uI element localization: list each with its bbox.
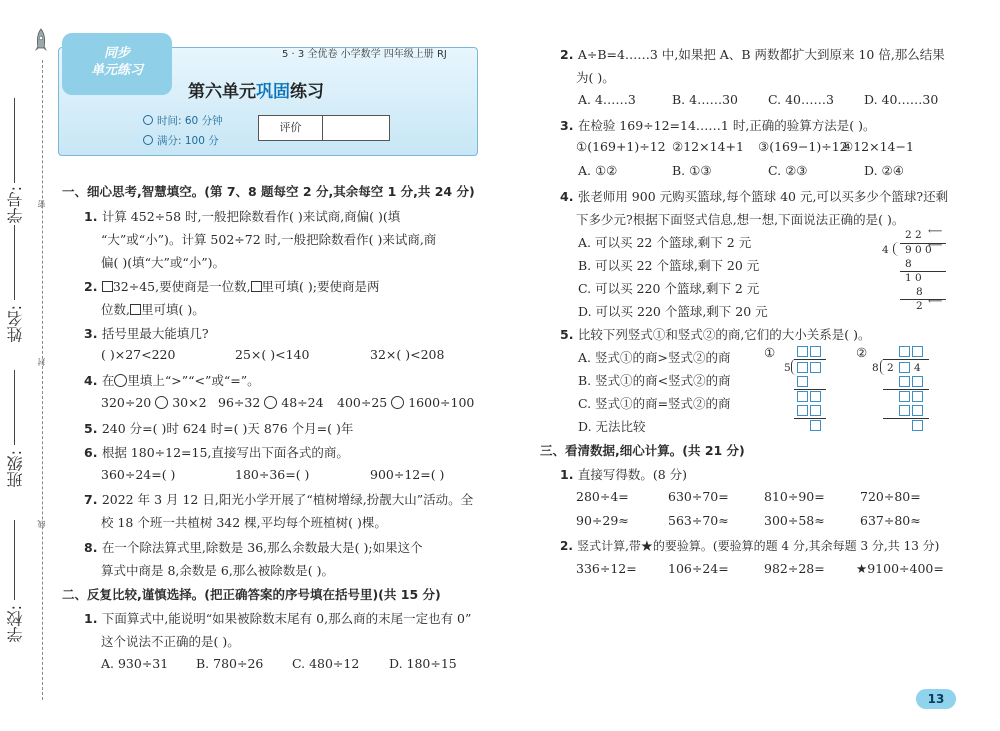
choice-1-option-c: C. 480÷12 (292, 656, 360, 671)
question-2-line-2: 位数, 里可填( )。 (101, 302, 205, 317)
calc-1-r1-2: 630÷70= (668, 489, 729, 504)
school-label: 学校: (6, 605, 25, 643)
choice-3-option-a: A. ①② (578, 163, 618, 178)
figure-1-divisor: 5 (784, 362, 791, 374)
question-4: 4. 在 里填上“>”“<”或“=”。 (84, 373, 260, 388)
calc-1-r2-1: 90÷29≈ (576, 513, 629, 528)
choice-1: 1. 下面算式中,能说明“如果被除数末尾有 0,那么商的末尾一定也有 0” (84, 611, 472, 626)
choice-5-option-d: D. 无法比较 (578, 419, 646, 434)
seal-mark-xian: 线 (37, 520, 46, 528)
quotient-digits: 2 2 (905, 229, 922, 241)
choice-4-option-c: C. 可以买 220 个篮球,剩下 2 元 (578, 281, 760, 296)
page-title: 第六单元巩固练习 (188, 82, 324, 102)
seal-mark-mi: 密 (37, 200, 46, 208)
calc-1: 1. 直接写得数。(8 分) (560, 467, 687, 482)
figure-2-divisor: 8 (872, 362, 879, 374)
choice-3-option-d: D. ②④ (864, 163, 904, 178)
calc-1-r1-4: 720÷80= (860, 489, 921, 504)
blank-square-icon (130, 304, 141, 315)
choice-2-option-b: B. 4……30 (672, 92, 738, 107)
time-info: 时间: 60 分钟 (143, 113, 223, 128)
question-5: 5. 240 分=( )时 624 时=( )天 876 个月=( )年 (84, 421, 354, 436)
choice-3-option-c: C. ②③ (768, 163, 808, 178)
calc-1-r1-1: 280÷4= (576, 489, 629, 504)
q6-item-3: 900÷12=( ) (370, 467, 445, 482)
class-line[interactable] (14, 370, 15, 445)
question-8: 8. 在一个除法算式里,除数是 36,那么余数最大是( );如果这个 (84, 540, 423, 555)
q3-item-1: ( )×27<220 (101, 347, 176, 362)
calc-2-item-2: 106÷24= (668, 561, 729, 576)
choice-2-option-c: C. 40……3 (768, 92, 834, 107)
score-info: 满分: 100 分 (143, 133, 219, 148)
q3-item-2: 25×( )<140 (235, 347, 310, 362)
choice-5-option-c: C. 竖式①的商=竖式②的商 (578, 396, 731, 411)
compare-circle[interactable] (391, 396, 404, 409)
section-2-heading: 二、反复比较,谨慎选择。(把正确答案的序号填在括号里)(共 15 分) (62, 587, 441, 602)
q3-item-3: 32×( )<208 (370, 347, 445, 362)
q4-item-2: 96÷32 48÷24 (218, 395, 324, 410)
c3-item-2: ②12×14+1 (672, 139, 744, 154)
section-3-heading: 三、看清数据,细心计算。(共 21 分) (540, 443, 745, 458)
question-3: 3. 括号里最大能填几? (84, 326, 209, 341)
figure-1-mark: ① (764, 345, 776, 360)
book-info: 5 · 3 全优卷 小学数学 四年级上册 RJ (282, 49, 447, 60)
figure-2-dividend-digit-3: 4 (914, 362, 921, 374)
choice-4-line-2: 下多少元?根据下面竖式信息,想一想,下面说法正确的是( )。 (576, 212, 905, 227)
student-number-label: 学号: (6, 186, 25, 224)
c3-item-3: ③(169−1)÷12 (758, 139, 848, 154)
arrow-left-icon: ⟵ (928, 226, 943, 237)
sub-row-1: 8 (905, 258, 912, 270)
choice-2-line-2: 为( )。 (576, 70, 615, 85)
calc-2: 2. 竖式计算,带★的要验算。(要验算的题 4 分,其余每题 3 分,共 13 分) (560, 539, 940, 553)
student-name-label: 姓名: (6, 305, 25, 343)
divisor-digit: 4 (882, 244, 889, 256)
sub-row-3: 8 (916, 286, 923, 298)
blank-square-icon (102, 281, 113, 292)
badge-line-1: 同步 (103, 46, 130, 61)
choice-5-option-a: A. 竖式①的商>竖式②的商 (578, 350, 731, 365)
arrow-left-icon: ⟵ (928, 296, 943, 307)
choice-4-option-d: D. 可以买 220 个篮球,剩下 20 元 (578, 304, 768, 319)
remainder-digit: 2 (916, 300, 923, 312)
q6-item-2: 180÷36=( ) (235, 467, 310, 482)
rocket-icon (34, 28, 48, 56)
blank-circle-icon (114, 374, 127, 387)
question-1-line-3: 偏( )(填“大”或“小”)。 (101, 255, 226, 270)
question-7-line-2: 校 18 个班一共植树 342 棵,平均每个班植树( )棵。 (101, 515, 387, 530)
choice-1-option-b: B. 780÷26 (196, 656, 264, 671)
c3-item-4: ④12×14−1 (842, 139, 914, 154)
student-name-line[interactable] (14, 225, 15, 300)
calc-2-item-1: 336÷12= (576, 561, 637, 576)
calc-2-item-4: ★9100÷400= (856, 561, 944, 576)
choice-4-option-b: B. 可以买 22 个篮球,剩下 20 元 (578, 258, 760, 273)
binding-dashed-line (42, 60, 43, 700)
choice-2-option-d: D. 40……30 (864, 92, 939, 107)
question-7: 7. 2022 年 3 月 12 日,阳光小学开展了“植树增绿,扮靓大山”活动。全 (84, 492, 474, 507)
q6-item-1: 360÷24=( ) (101, 467, 176, 482)
question-2: 2. 32÷45,要使商是一位数, 里可填( );要使商是两 (84, 279, 380, 294)
choice-3-option-b: B. ①③ (672, 163, 712, 178)
choice-1-line-2: 这个说法不正确的是( )。 (101, 634, 240, 649)
seal-mark-feng: 封 (37, 358, 46, 366)
choice-4-option-a: A. 可以买 22 个篮球,剩下 2 元 (578, 235, 752, 250)
student-number-line[interactable] (14, 98, 15, 183)
calc-1-r2-3: 300÷58≈ (764, 513, 825, 528)
question-6: 6. 根据 180÷12=15,直接写出下面各式的商。 (84, 445, 349, 460)
blank-square-icon (251, 281, 262, 292)
choice-2: 2. A÷B=4……3 中,如果把 A、B 两数都扩大到原来 10 倍,那么结果 (560, 47, 945, 62)
question-8-line-2: 算式中商是 8,余数是 6,那么被除数是( )。 (101, 563, 335, 578)
figure-2-mark: ② (856, 345, 868, 360)
sub-row-2: 1 0 (905, 272, 922, 284)
evaluation-box[interactable] (258, 115, 390, 141)
choice-1-option-d: D. 180÷15 (389, 656, 457, 671)
question-1: 1. 计算 452÷58 时,一般把除数看作( )来试商,商偏( )(填 (84, 209, 401, 224)
eval-label: 评价 (259, 116, 323, 140)
clock-icon (143, 115, 153, 125)
choice-2-option-a: A. 4……3 (578, 92, 636, 107)
calc-1-r1-3: 810÷90= (764, 489, 825, 504)
calc-2-item-3: 982÷28= (764, 561, 825, 576)
arrow-left-icon: ⟵ (928, 240, 943, 251)
section-1-heading: 一、细心思考,智慧填空。(第 7、8 题每空 2 分,其余每空 1 分,共 24 分) (62, 184, 475, 199)
compare-circle[interactable] (264, 396, 277, 409)
choice-5-option-b: B. 竖式①的商<竖式②的商 (578, 373, 731, 388)
figure-2-dividend-digit-1: 2 (887, 362, 894, 374)
dividend-digits: 9 0 0 (905, 244, 932, 256)
choice-3: 3. 在检验 169÷12=14……1 时,正确的验算方法是( )。 (560, 118, 876, 133)
calc-1-r2-4: 637÷80≈ (860, 513, 921, 528)
sync-practice-badge (62, 33, 172, 95)
check-icon (143, 135, 153, 145)
badge-line-2: 单元练习 (90, 63, 143, 78)
choice-4: 4. 张老师用 900 元购买篮球,每个篮球 40 元,可以买多少个篮球?还剩 (560, 189, 949, 204)
choice-1-option-a: A. 930÷31 (101, 656, 169, 671)
page-number: 13 (916, 689, 956, 709)
class-label: 班级: (6, 450, 25, 488)
choice-5: 5. 比较下列竖式①和竖式②的商,它们的大小关系是( )。 (560, 327, 871, 342)
school-line[interactable] (14, 520, 15, 600)
calc-1-r2-2: 563÷70≈ (668, 513, 729, 528)
q4-item-3: 400÷25 1600÷100 (337, 395, 475, 410)
question-1-line-2: “大”或“小”)。计算 502÷72 时,一般把除数看作( )来试商,商 (101, 232, 437, 247)
compare-circle[interactable] (155, 396, 168, 409)
c3-item-1: ①(169+1)÷12 (576, 139, 666, 154)
q4-item-1: 320÷20 30×2 (101, 395, 207, 410)
